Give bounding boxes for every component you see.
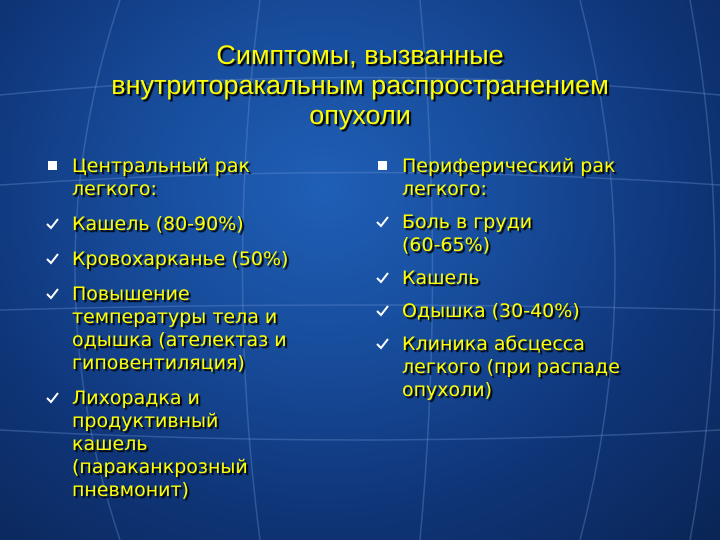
checkmark-bullet-icon — [376, 211, 396, 234]
checkmark-bullet-icon — [46, 387, 66, 410]
square-bullet-icon — [376, 155, 396, 178]
checkmark-bullet-icon — [376, 300, 396, 323]
item-text: (60-65%) — [402, 234, 491, 256]
item-text: продуктивный — [72, 410, 219, 432]
title-line: опухоли — [309, 100, 411, 130]
item-text: Кашель — [402, 267, 480, 289]
item-text: опухоли) — [402, 379, 493, 401]
item-text: Кровохарканье (50%) — [72, 248, 289, 270]
checkmark-bullet-icon — [46, 213, 66, 236]
item-text: одышка (ателектаз и — [72, 329, 287, 351]
item-text: Повышение — [72, 283, 190, 305]
checkmark-bullet-icon — [376, 267, 396, 290]
list-item — [46, 248, 346, 271]
item-text: легкого: — [402, 178, 487, 200]
list-item — [376, 155, 696, 201]
item-text: Центральный рак — [72, 155, 250, 177]
item-text: Одышка (30-40%) — [402, 300, 580, 322]
list-item — [376, 300, 696, 323]
title-line: Симптомы, вызванные — [216, 40, 504, 70]
checkmark-bullet-icon — [376, 333, 396, 356]
list-item — [46, 283, 346, 375]
list-item — [46, 387, 346, 502]
item-text: гиповентиляция) — [72, 352, 245, 374]
item-text: пневмонит) — [72, 479, 189, 501]
right-column-list — [376, 155, 696, 412]
list-item — [46, 155, 346, 201]
checkmark-bullet-icon — [46, 248, 66, 271]
list-item — [376, 211, 696, 257]
item-text: Периферический рак — [402, 155, 616, 177]
item-text: легкого (при распаде — [402, 356, 620, 378]
item-text: Боль в груди — [402, 211, 533, 233]
list-item — [46, 213, 346, 236]
square-bullet-icon — [46, 155, 66, 178]
checkmark-bullet-icon — [46, 283, 66, 306]
item-text: легкого: — [72, 178, 157, 200]
item-text: кашель — [72, 433, 148, 455]
title-line: внутриторакальным распространением — [111, 70, 609, 100]
list-item — [376, 267, 696, 290]
item-text: Лихорадка и — [72, 387, 200, 409]
item-text: температуры тела и — [72, 306, 278, 328]
slide-title — [30, 40, 690, 130]
list-item — [376, 333, 696, 402]
item-text: (параканкрозный — [72, 456, 248, 478]
left-column-list — [46, 155, 346, 514]
item-text: Кашель (80-90%) — [72, 213, 244, 235]
item-text: Клиника абсцесса — [402, 333, 585, 355]
